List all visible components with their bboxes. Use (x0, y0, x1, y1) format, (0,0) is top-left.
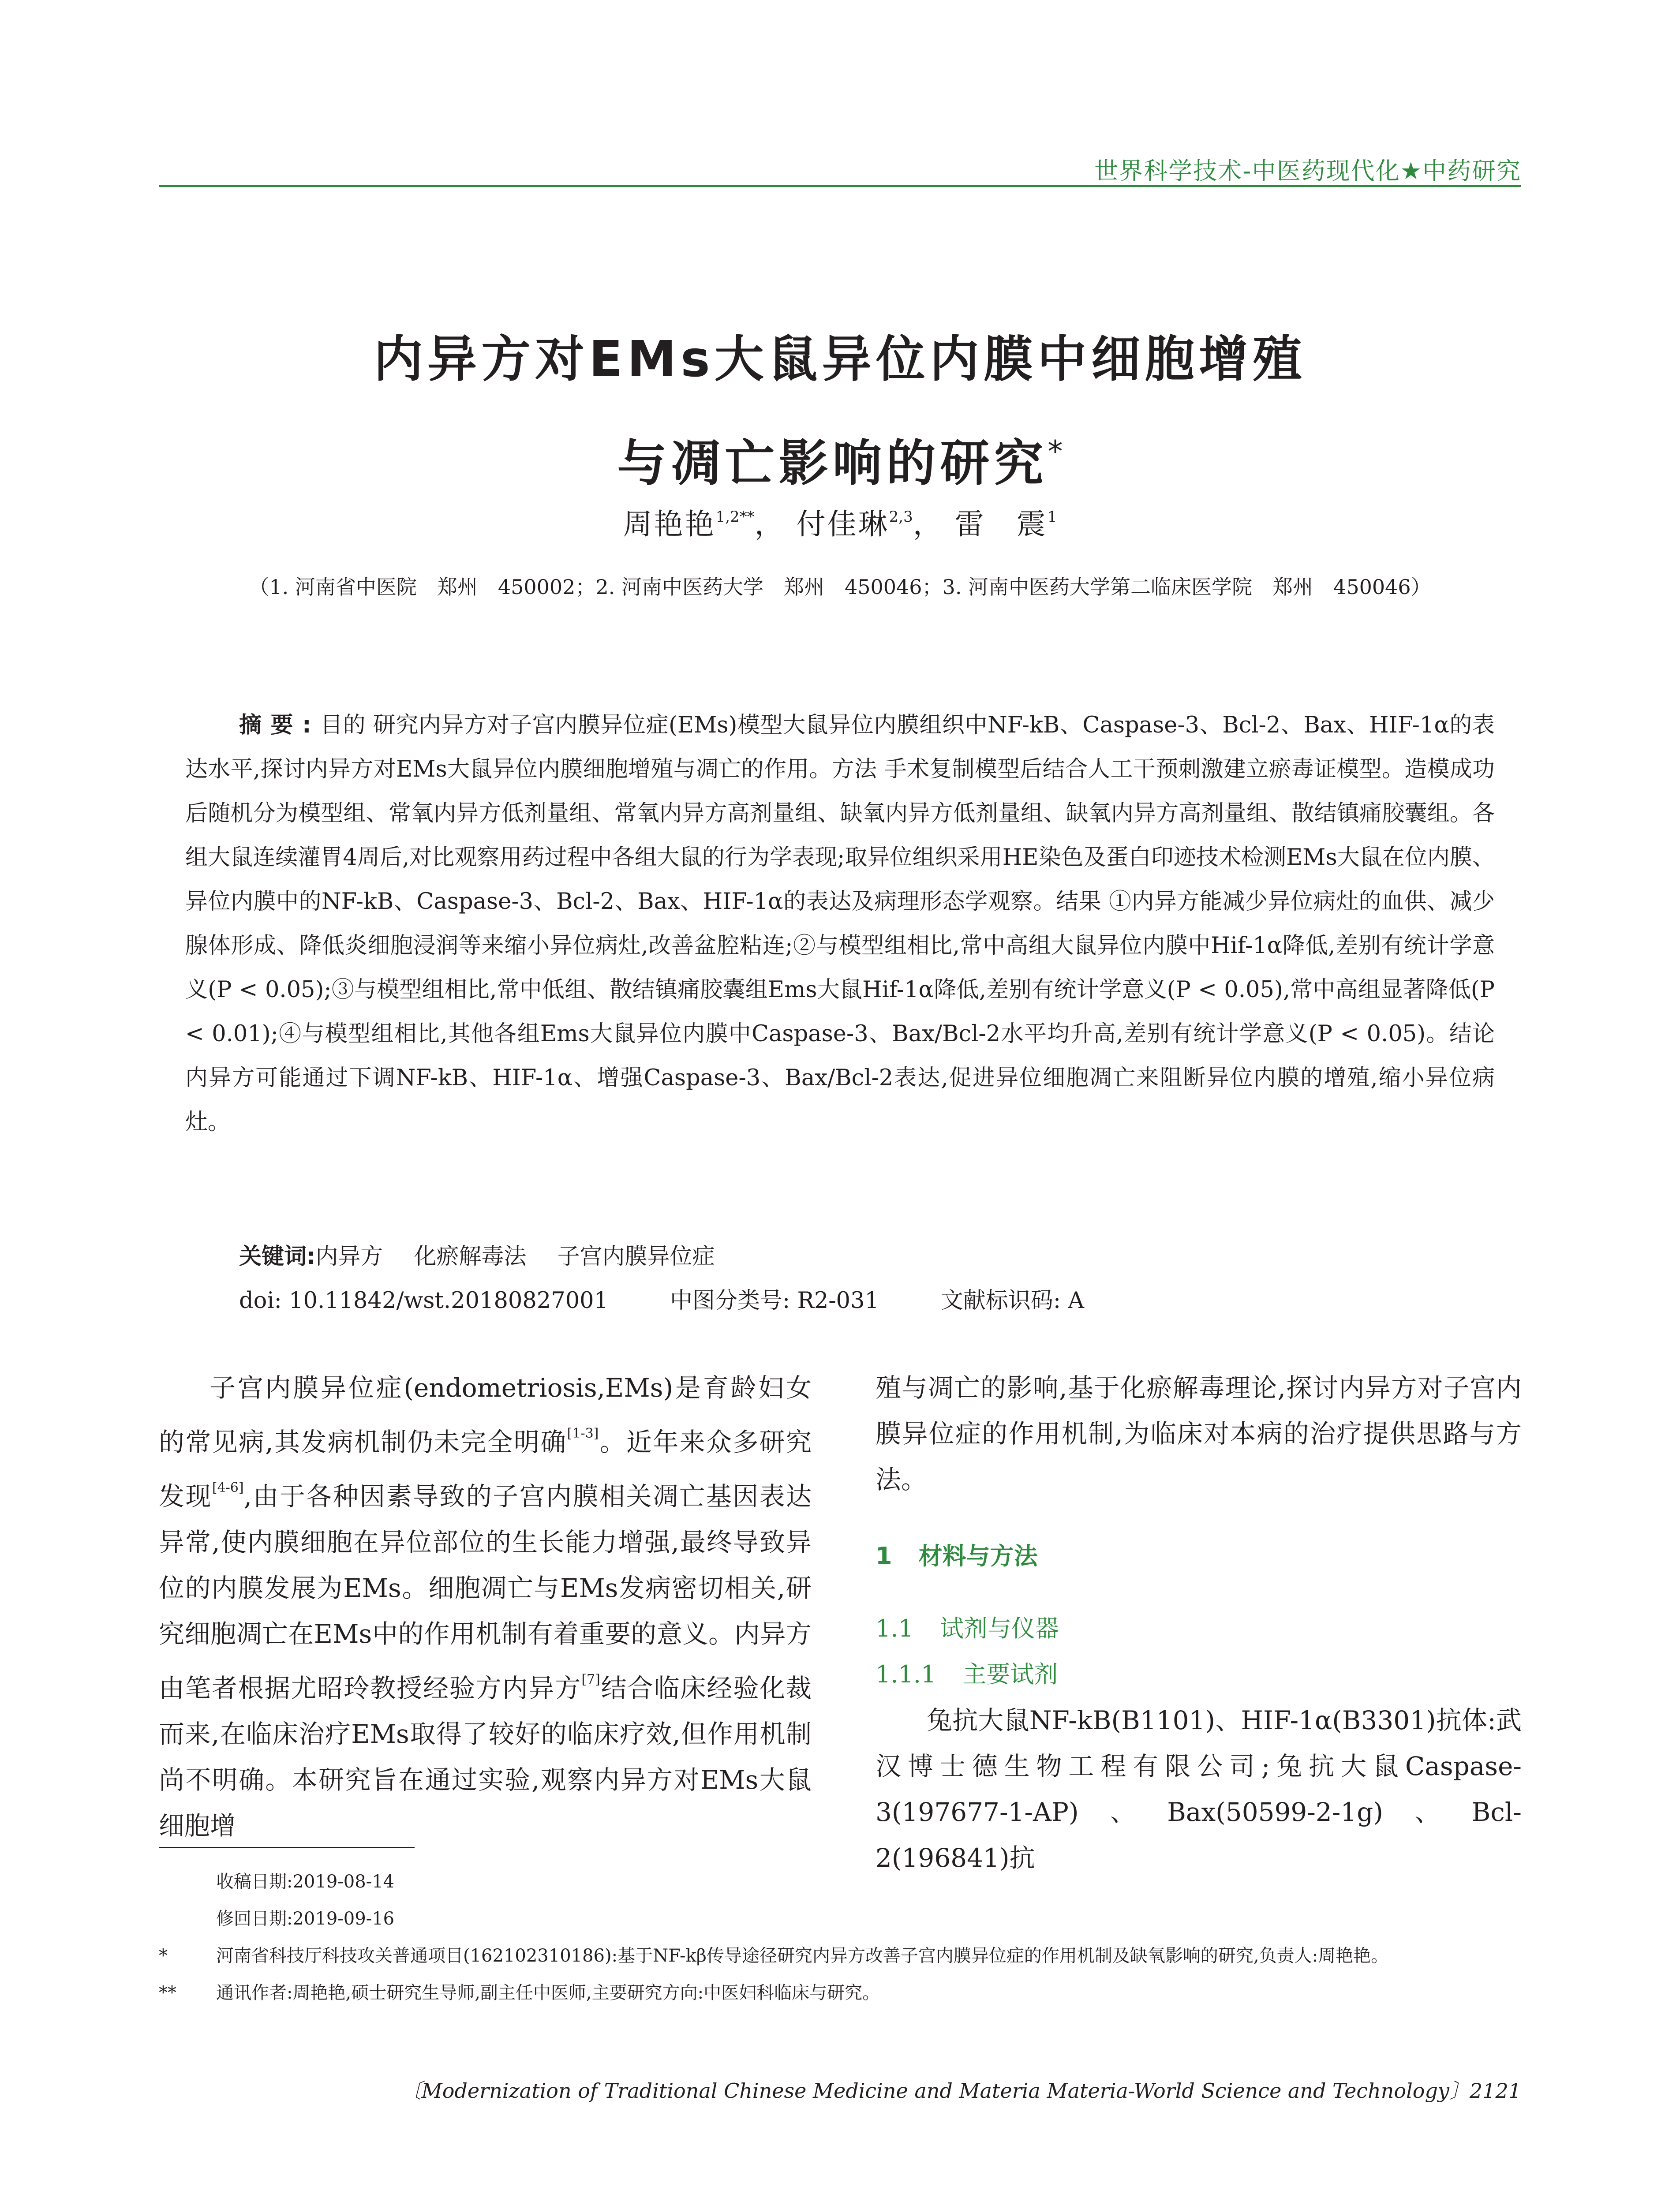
section-heading-1 (876, 1533, 1522, 1579)
keyword: 内异方 (315, 1244, 383, 1270)
intro-text: 。近年来众多研究发现 (159, 1427, 812, 1511)
intro-text: 结合临床经验化裁而来,在临床治疗EMs取得了较好的临床疗效,但作用机制尚不明确。本研究旨在通过实验,观察内异方对EMs大鼠细胞增 (159, 1673, 812, 1841)
section-heading-1-1 (876, 1606, 1522, 1652)
keywords (239, 1235, 745, 1279)
intro-text: ,由于各种因素导致的子宫内膜相关凋亡基因表达异常,使内膜细胞在异位部位的生长能力增强,最终导致异位的内膜发展为EMs。细胞凋亡与EMs发病密切相关,研究细胞凋亡在EMs中的作用机制有着重要的意义。内异方由笔者根据尤昭玲教授经验方内异方 (159, 1481, 812, 1703)
footnote-rule (159, 1847, 415, 1848)
page-number: 2121 (1469, 2079, 1521, 2103)
title-line-2-text: 与凋亡影响的研究 (617, 435, 1048, 492)
keyword: 化瘀解毒法 (414, 1244, 527, 1270)
title-line-2 (159, 406, 1521, 510)
correspondence-footnote (159, 1974, 1522, 2011)
page-footer (401, 2075, 1521, 2104)
body-column-right (876, 1365, 1522, 1881)
doi: doi: 10.11842/wst.20180827001 (239, 1288, 609, 1314)
author-separator: ， (754, 507, 786, 541)
affiliations: （1. 河南省中医院 郑州 450002；2. 河南中医药大学 郑州 450046；3. 河南中医药大学第二临床医学院 郑州 450046） (249, 575, 1431, 599)
abstract-label: 摘要: (239, 712, 320, 738)
author-name: 周艳艳 (623, 507, 716, 541)
author-name: 雷 震 (954, 507, 1048, 541)
title-line-1: 内异方对EMs大鼠异位内膜中细胞增殖 (374, 331, 1306, 388)
abstract (185, 703, 1495, 1144)
section-title: 主要试剂 (962, 1660, 1058, 1688)
author-affiliation-mark: 2,3 (889, 508, 913, 526)
author-separator: ， (913, 507, 944, 541)
footnote-mark: ** (159, 1983, 176, 2003)
received-date: 收稿日期:2019-08-14 (216, 1872, 395, 1892)
section-number: 1.1.1 (876, 1660, 936, 1688)
section-title: 试剂与仪器 (939, 1615, 1059, 1642)
intro-paragraph-continued: 殖与凋亡的影响,基于化瘀解毒理论,探讨内异方对子宫内膜异位症的作用机制,为临床对本病的治疗提供思路与方法。 (876, 1373, 1522, 1495)
section-number: 1.1 (876, 1615, 913, 1642)
citation: [7] (581, 1672, 600, 1687)
body-column-left (159, 1365, 812, 1849)
header-rule (159, 185, 1521, 187)
keywords-label: 关键词: (239, 1244, 316, 1270)
title-fund-mark: * (1048, 434, 1063, 469)
intro-text: 子宫内膜异位症(endometriosis,EMs)是育龄妇女的常见病,其发病机制仍未完全明确 (159, 1373, 812, 1457)
keyword: 子宫内膜异位症 (557, 1244, 715, 1270)
article-meta (239, 1279, 1146, 1323)
citation: [1-3] (567, 1426, 599, 1441)
footnote-text: 河南省科技厅科技攻关普通项目(162102310186):基于NF-kβ传导途径研究内异方改善子宫内膜异位症的作用机制及缺氧影响的研究,负责人:周艳艳。 (216, 1946, 1389, 1966)
revised-date: 修回日期:2019-09-16 (216, 1909, 395, 1929)
footnotes (159, 1863, 1522, 2011)
section-heading-1-1-1 (876, 1652, 1522, 1697)
article-title (159, 313, 1521, 510)
abstract-text: 目的 研究内异方对子宫内膜异位症(EMs)模型大鼠异位内膜组织中NF-kB、Caspase-3、Bcl-2、Bax、HIF-1α的表达水平,探讨内异方对EMs大鼠异位内膜细胞增殖与凋亡的作用。方法 手术复制模型后结合人工干预刺激建立瘀毒证模型。造模成功后随机分为模型组、常氧内异方低剂量组、常氧内异方高剂量组、缺氧内异方低剂量组、缺氧内异方高剂量组、散结镇痛胶囊组。各组大鼠连续灌胃4周后,对比观察用药过程中各组大鼠的行为学表现;取异位组织采用HE染色及蛋白印迹技术检测EMs大鼠在位内膜、异位内膜中的NF-kB、Caspase-3、Bcl-2、Bax、HIF-1α的表达及病理形态学观察。结果 ①内异方能减少异位病灶的血供、减少腺体形成、降低炎细胞浸润等来缩小异位病灶,改善盆腔粘连;②与模型组相比,常中高组大鼠异位内膜中Hif-1α降低,差别有统计学意义(P < 0.05);③与模型组相比,常中低组、散结镇痛胶囊组Ems大鼠Hif-1α降低,差别有统计学意义(P < 0.05),常中高组显著降低(P < 0.01);④与模型组相比,其他各组Ems大鼠异位内膜中Caspase-3、Bax/Bcl-2水平均升高,差别有统计学意义(P < 0.05)。结论 内异方可能通过下调NF-kB、HIF-1α、增强Caspase-3、Bax/Bcl-2表达,促进异位细胞凋亡来阻断异位内膜的增殖,缩小异位病灶。 (185, 712, 1495, 1135)
citation: [4-6] (212, 1480, 244, 1495)
intro-paragraph (159, 1365, 812, 1849)
reagents-paragraph: 兔抗大鼠NF-kB(B1101)、HIF-1α(B3301)抗体:武汉博士德生物工程有限公司;兔抗大鼠Caspase-3(197677-1-AP)、Bax(50599-2-1g)、Bcl-2(196841)抗 (876, 1705, 1522, 1873)
document-code: 文献标识码: A (940, 1288, 1085, 1314)
footnote-mark: * (159, 1946, 168, 1966)
author-affiliation-mark: 1 (1047, 508, 1057, 526)
section-number: 1 (876, 1542, 892, 1570)
classification-number: 中图分类号: R2-031 (670, 1288, 879, 1314)
fund-footnote (159, 1937, 1522, 1974)
section-title: 材料与方法 (918, 1542, 1038, 1570)
author-list (159, 501, 1521, 542)
footnote-text: 通讯作者:周艳艳,硕士研究生导师,副主任中医师,主要研究方向:中医妇科临床与研究。 (216, 1983, 880, 2003)
author-affiliation-mark: 1,2** (715, 508, 755, 526)
author-name: 付佳琳 (796, 507, 889, 541)
footer-journal: 〔Modernization of Traditional Chinese Medicine and Materia Materia-World Science and Technology〕 (401, 2079, 1470, 2103)
journal-header: 世界科学技术-中医药现代化★中药研究 (1094, 157, 1521, 185)
